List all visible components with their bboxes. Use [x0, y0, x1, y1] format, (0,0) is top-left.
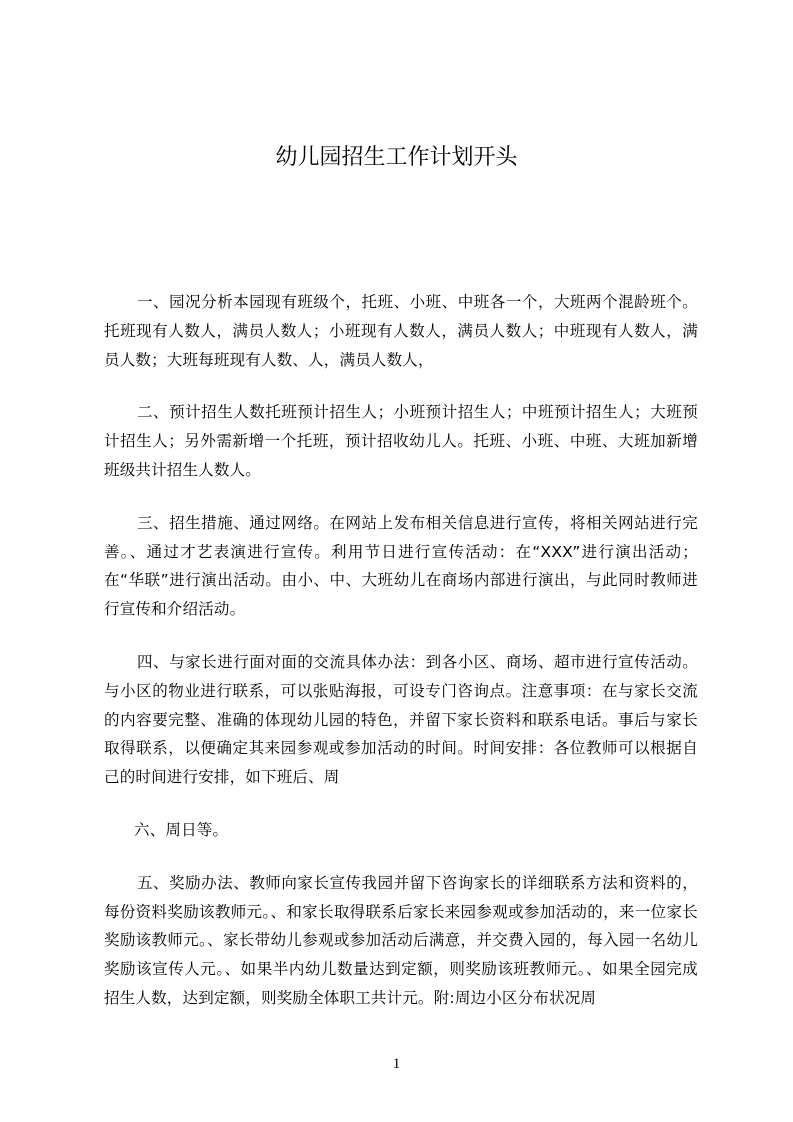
paragraph-rewards: 五、奖励办法、教师向家长宣传我园并留下咨询家长的详细联系方法和资料的，每份资料奖励该教师元。、和家长取得联系后家长来园参观或参加活动的，来一位家长奖励该教师元。、家长带幼儿参观或参加活动后满意，并交费入园的，每入园一名幼儿奖励该宣传人元。、如果半内幼儿数量达到定额，则奖励该班教师元。、如果全园完成招生人数，达到定额，则奖励全体职工共计元。附:周边小区分布状况周: [104, 873, 698, 1007]
paragraph-situation-analysis: 一、园况分析本园现有班级个，托班、小班、中班各一个，大班两个混龄班个。托班现有人数人，满员人数人；小班现有人数人，满员人数人；中班现有人数人，满员人数；大班每班现有人数、人，满员人数人，: [104, 293, 698, 369]
document-title: 幼儿园招生工作计划开头: [275, 145, 518, 170]
document-body: [104, 288, 698, 1037]
paragraph-enrollment-measures: 三、招生措施、通过网络。在网站上发布相关信息进行宣传，将相关网站进行完善。、通过才艺表演进行宣传。利用节日进行宣传活动：在“XXX”进行演出活动；在“华联”进行演出活动。由小、中、大班幼儿在商场内部进行演出，与此同时教师进行宣传和介绍活动。: [104, 513, 698, 619]
paragraph-parent-communication: 四、与家长进行面对面的交流具体办法：到各小区、商场、超市进行宣传活动。与小区的物业进行联系，可以张贴海报，可设专门咨询点。注意事项：在与家长交流的内容要完整、准确的体现幼儿园的特色，并留下家长资料和联系电话。事后与家长取得联系，以便确定其来园参观或参加活动的时间。时间安排：各位教师可以根据自己的时间进行安排，如下班后、周: [104, 652, 698, 787]
paragraph-enrollment-forecast: 二、预计招生人数托班预计招生人；小班预计招生人；中班预计招生人；大班预计招生人；另外需新增一个托班，预计招收幼儿人。托班、小班、中班、大班加新增班级共计招生人数人。: [104, 403, 698, 479]
paragraph-weekend: 六、周日等。: [134, 820, 229, 839]
page-number: 1: [392, 1056, 401, 1072]
